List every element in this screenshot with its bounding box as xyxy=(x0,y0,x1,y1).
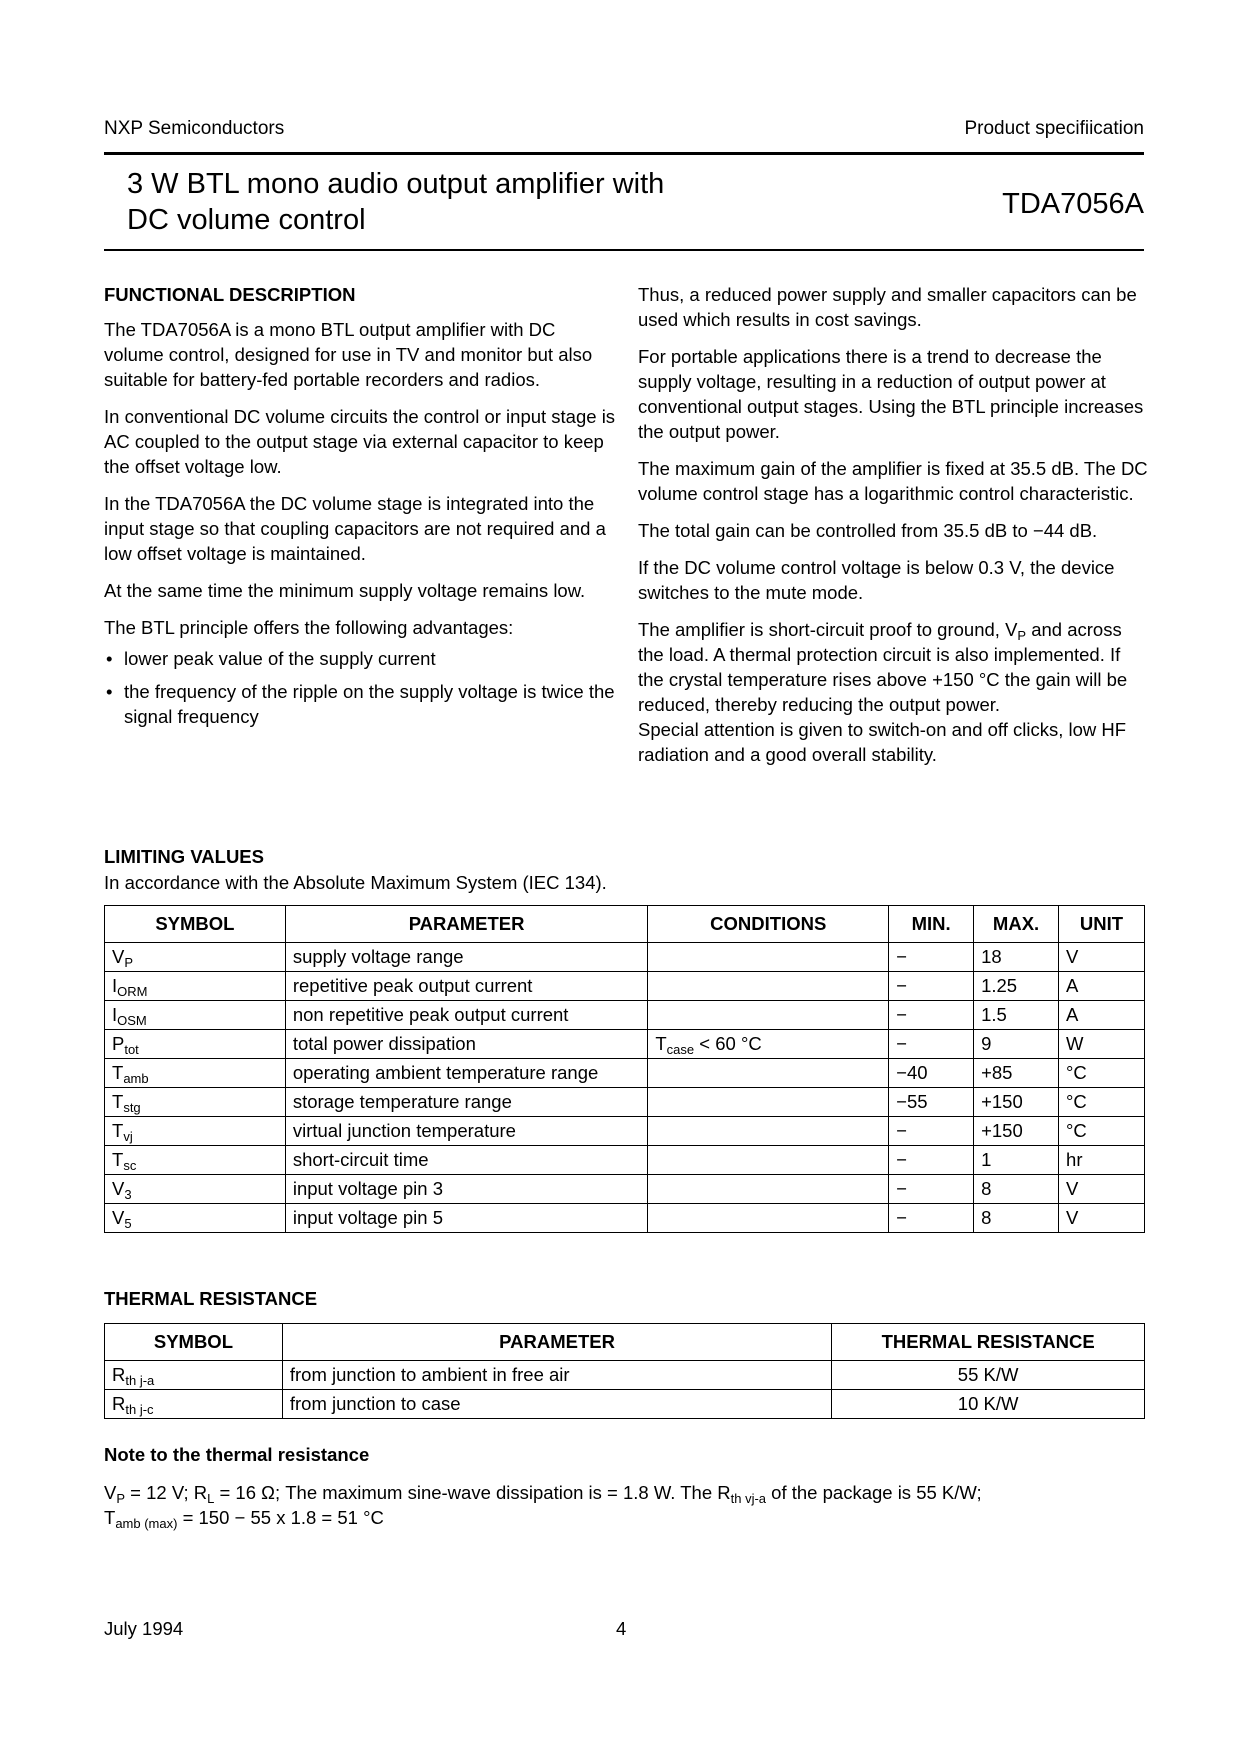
min-cell: − xyxy=(889,1175,974,1204)
footer-date: July 1994 xyxy=(104,1618,184,1639)
min-cell: − xyxy=(889,972,974,1001)
table-row xyxy=(105,1146,1145,1175)
page-number: 4 xyxy=(616,1618,627,1639)
symbol-cell: $T_{vj}$ xyxy=(105,1117,286,1146)
header-rule xyxy=(104,152,1144,155)
min-cell: −40 xyxy=(889,1059,974,1088)
symbol-cell: $I_{ORM}$ xyxy=(105,972,286,1001)
conditions-cell xyxy=(648,972,889,1001)
column-header: CONDITIONS xyxy=(648,906,889,943)
table-row xyxy=(105,1088,1145,1117)
table-header-row xyxy=(105,1324,1145,1361)
max-cell: 1.5 xyxy=(974,1001,1059,1030)
conditions-cell xyxy=(648,1175,889,1204)
table-row xyxy=(105,1117,1145,1146)
column-header: MAX. xyxy=(974,906,1059,943)
conditions-cell xyxy=(648,1146,889,1175)
parameter-cell: supply voltage range xyxy=(285,943,648,972)
parameter-cell: non repetitive peak output current xyxy=(285,1001,648,1030)
document-type: Product specifiication xyxy=(964,118,1144,139)
note-heading: Note to the thermal resistance xyxy=(104,1444,370,1465)
paragraph: At the same time the minimum supply voltage remains low. xyxy=(104,580,586,601)
symbol-cell: $T_{sc}$ xyxy=(105,1146,286,1175)
conditions-cell xyxy=(648,1001,889,1030)
table-row xyxy=(105,972,1145,1001)
limiting-values-intro: In accordance with the Absolute Maximum System (IEC 134). xyxy=(104,872,607,893)
note-line-2: $T_{amb (max)} = 150 - 55$ x 1.8 = 51 °C xyxy=(104,1507,384,1531)
column-header: UNIT xyxy=(1059,906,1145,943)
note-line-1: $V_P = 12$ V; $R_L = 16$ Ω; The maximum sine-wave dissipation is = 1.8 W. The $R_{th vj-a}$ of the package is 55 K/W; xyxy=(104,1482,982,1506)
conditions-cell xyxy=(648,1059,889,1088)
paragraph: If the DC volume control voltage is below 0.3 V, the device switches to the mute mode. xyxy=(638,557,1115,603)
part-number: TDA7056A xyxy=(1002,188,1144,220)
paragraph: Thus, a reduced power supply and smaller capacitors can be used which results in cost savings. xyxy=(638,284,1137,330)
column-header: SYMBOL xyxy=(105,906,286,943)
conditions-cell xyxy=(648,943,889,972)
table-row xyxy=(105,943,1145,972)
limiting-values-heading: LIMITING VALUES xyxy=(104,846,264,867)
paragraph: In the TDA7056A the DC volume stage is integrated into the input stage so that coupling capacitors are not required and a low offset voltage is maintained. xyxy=(104,493,606,564)
table-header-row xyxy=(105,906,1145,943)
parameter-cell: input voltage pin 3 xyxy=(285,1175,648,1204)
symbol-cell: $T_{stg}$ xyxy=(105,1088,286,1117)
symbol-cell: $V_3$ xyxy=(105,1175,286,1204)
symbol-cell: $T_{amb}$ xyxy=(105,1059,286,1088)
max-cell: +150 xyxy=(974,1117,1059,1146)
unit-cell: A xyxy=(1059,972,1145,1001)
column-header: SYMBOL xyxy=(105,1324,283,1361)
unit-cell: °C xyxy=(1059,1059,1145,1088)
parameter-cell: repetitive peak output current xyxy=(285,972,648,1001)
paragraph: The TDA7056A is a mono BTL output amplifier with DC volume control, designed for use in TV and monitor but also suitable for battery-fed portable recorders and radios. xyxy=(104,319,593,390)
functional-description-right-column xyxy=(638,282,1148,779)
unit-cell: hr xyxy=(1059,1146,1145,1175)
functional-description-left-column xyxy=(104,282,620,737)
min-cell: − xyxy=(889,1204,974,1233)
unit-cell: °C xyxy=(1059,1088,1145,1117)
paragraph: The maximum gain of the amplifier is fixed at 35.5 dB. The DC volume control stage has a logarithmic control characteristic. xyxy=(638,458,1148,504)
parameter-cell: total power dissipation xyxy=(285,1030,648,1059)
document-title xyxy=(127,166,767,238)
max-cell: +85 xyxy=(974,1059,1059,1088)
table-row xyxy=(105,1175,1145,1204)
bullet-icon: • xyxy=(106,648,113,669)
table-row xyxy=(105,1001,1145,1030)
limiting-values-table xyxy=(104,905,1145,1233)
parameter-cell: virtual junction temperature xyxy=(285,1117,648,1146)
parameter-cell: operating ambient temperature range xyxy=(285,1059,648,1088)
table-row xyxy=(105,1059,1145,1088)
title-line-1: 3 W BTL mono audio output amplifier with xyxy=(127,168,665,200)
symbol-cell: $P_{tot}$ xyxy=(105,1030,286,1059)
paragraph: For portable applications there is a trend to decrease the supply voltage, resulting in a reduction of output power at conventional output stages. Using the BTL principle increases the output power. xyxy=(638,346,1144,442)
title-rule xyxy=(104,249,1144,251)
min-cell: − xyxy=(889,1030,974,1059)
company-name: NXP Semiconductors xyxy=(104,118,285,139)
thermal-resistance-cell: 10 K/W xyxy=(832,1390,1145,1419)
unit-cell: °C xyxy=(1059,1117,1145,1146)
parameter-cell: short-circuit time xyxy=(285,1146,648,1175)
unit-cell: V xyxy=(1059,943,1145,972)
unit-cell: A xyxy=(1059,1001,1145,1030)
max-cell: 8 xyxy=(974,1175,1059,1204)
column-header: PARAMETER xyxy=(285,906,648,943)
max-cell: 8 xyxy=(974,1204,1059,1233)
paragraph: The total gain can be controlled from 35.5 dB to −44 dB. xyxy=(638,520,1098,541)
thermal-resistance-table xyxy=(104,1323,1145,1419)
symbol-cell: $R_{th j-a}$ xyxy=(105,1361,283,1390)
column-header: MIN. xyxy=(889,906,974,943)
thermal-resistance-body xyxy=(105,1361,1145,1419)
unit-cell: V xyxy=(1059,1175,1145,1204)
min-cell: −55 xyxy=(889,1088,974,1117)
max-cell: 1.25 xyxy=(974,972,1059,1001)
parameter-cell: from junction to ambient in free air xyxy=(282,1361,831,1390)
title-line-2: DC volume control xyxy=(127,204,366,236)
parameter-cell: input voltage pin 5 xyxy=(285,1204,648,1233)
min-cell: − xyxy=(889,943,974,972)
list-item-text: lower peak value of the supply current xyxy=(124,648,436,669)
note-body xyxy=(104,1480,1144,1530)
table-row xyxy=(105,1030,1145,1059)
min-cell: − xyxy=(889,1146,974,1175)
conditions-cell xyxy=(648,1088,889,1117)
column-header: THERMAL RESISTANCE xyxy=(832,1324,1145,1361)
functional-description-heading: FUNCTIONAL DESCRIPTION xyxy=(104,284,356,305)
max-cell: +150 xyxy=(974,1088,1059,1117)
list-item xyxy=(104,646,620,671)
paragraph: In conventional DC volume circuits the control or input stage is AC coupled to the output stage via external capacitor to keep the offset voltage low. xyxy=(104,406,616,477)
limiting-values-body xyxy=(105,943,1145,1233)
table-row xyxy=(105,1361,1145,1390)
unit-cell: V xyxy=(1059,1204,1145,1233)
max-cell: 18 xyxy=(974,943,1059,972)
thermal-resistance-cell: 55 K/W xyxy=(832,1361,1145,1390)
conditions-cell xyxy=(648,1204,889,1233)
symbol-cell: $I_{OSM}$ xyxy=(105,1001,286,1030)
max-cell: 1 xyxy=(974,1146,1059,1175)
min-cell: − xyxy=(889,1001,974,1030)
table-row xyxy=(105,1204,1145,1233)
parameter-cell: from junction to case xyxy=(282,1390,831,1419)
max-cell: 9 xyxy=(974,1030,1059,1059)
paragraph: Special attention is given to switch-on and off clicks, low HF radiation and a good overall stability. xyxy=(638,719,1127,765)
column-header: PARAMETER xyxy=(282,1324,831,1361)
advantages-list xyxy=(104,646,620,729)
paragraph: The BTL principle offers the following advantages: xyxy=(104,617,514,638)
list-item xyxy=(104,679,620,729)
table-row xyxy=(105,1390,1145,1419)
unit-cell: W xyxy=(1059,1030,1145,1059)
symbol-cell: $R_{th j-c}$ xyxy=(105,1390,283,1419)
paragraph: The amplifier is short-circuit proof to ground, $V_P$ and across the load. A thermal protection circuit is also implemented. If the crystal temperature rises above +150 °C the gain will be reduced, thereby reducing the output power. xyxy=(638,619,1128,715)
symbol-cell: $V_5$ xyxy=(105,1204,286,1233)
conditions-cell: $T_{case} < 60$ °C xyxy=(648,1030,889,1059)
bullet-icon: • xyxy=(106,681,113,702)
parameter-cell: storage temperature range xyxy=(285,1088,648,1117)
list-item-text: the frequency of the ripple on the supply voltage is twice the signal frequency xyxy=(124,681,615,727)
conditions-cell xyxy=(648,1117,889,1146)
min-cell: − xyxy=(889,1117,974,1146)
thermal-resistance-heading: THERMAL RESISTANCE xyxy=(104,1288,318,1309)
symbol-cell: $V_P$ xyxy=(105,943,286,972)
